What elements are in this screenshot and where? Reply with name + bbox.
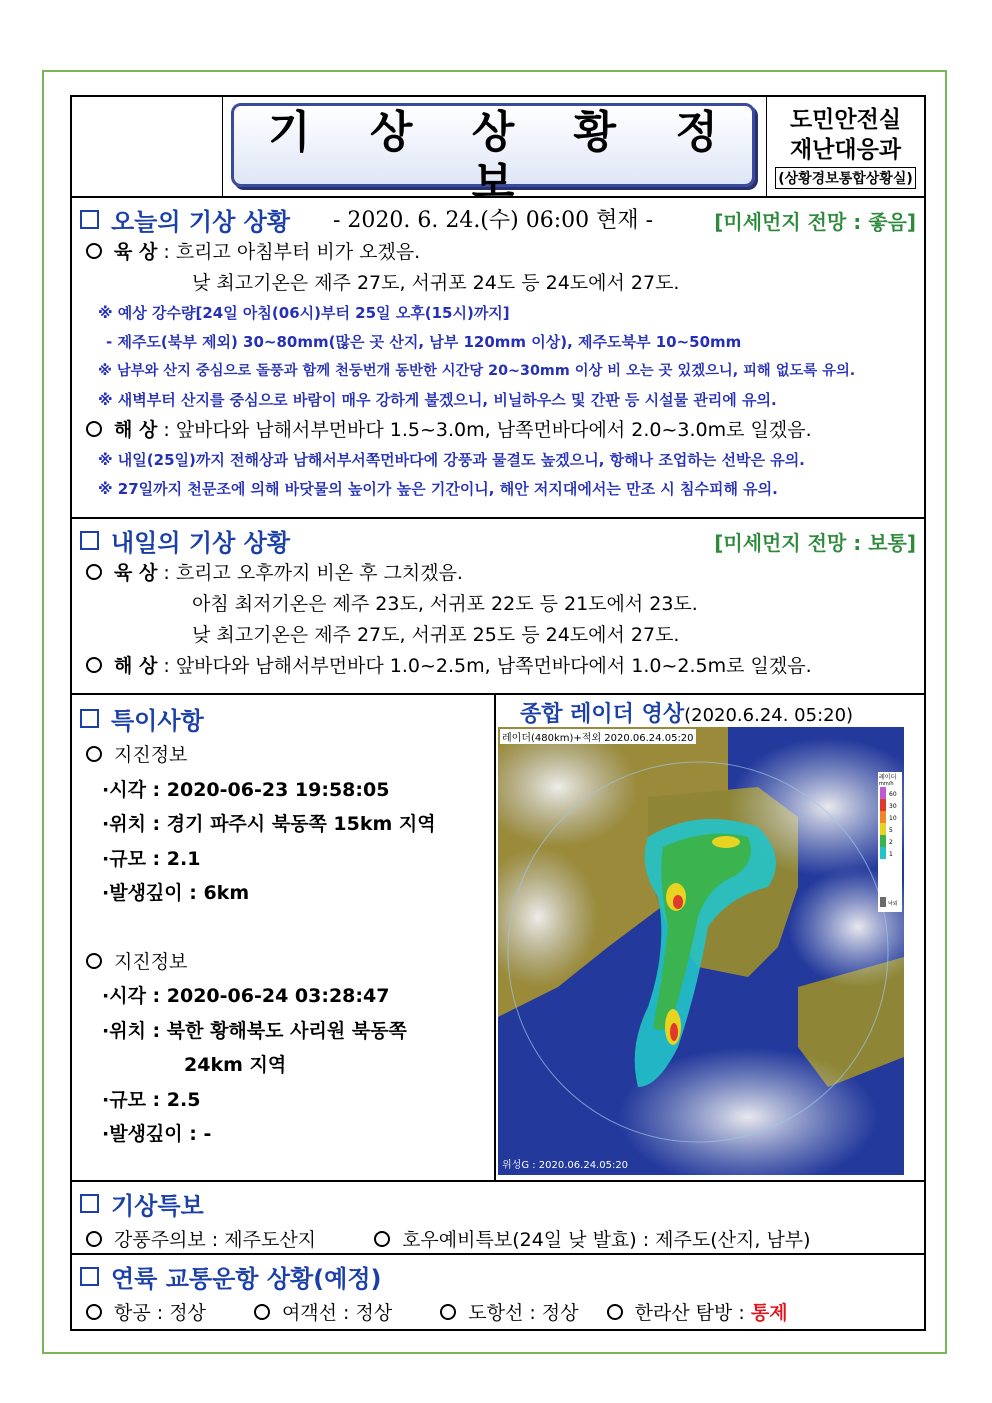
special-heading-text: 특이사항 — [111, 707, 204, 735]
header-title-cell — [223, 97, 766, 233]
radar-caption: 레이더(480km)+적외 2020.06.24.05:20 — [500, 729, 696, 744]
circle-bullet-icon — [86, 564, 102, 580]
traffic-heading — [72, 1259, 924, 1294]
eq1-location: ·위치 : 경기 파주시 북동쪽 15km 지역 — [102, 813, 436, 835]
tomorrow-sea-line — [72, 651, 924, 682]
eq2-title-text: 지진정보 — [114, 950, 188, 973]
sea-label: 해 상 — [114, 655, 158, 677]
today-note-sea: ※ 내일(25일)까지 전해상과 남해서부서쪽먼바다에 강풍과 물결도 높겠으니, 항해나 조업하는 선박은 유의. — [98, 451, 805, 469]
circle-bullet-icon — [86, 1304, 102, 1320]
radar-panel — [496, 695, 924, 1180]
tomorrow-sea-text: : 앞바다와 남해서부먼바다 1.0~2.5m, 남쪽먼바다에서 1.0~2.5m로 일겠음. — [163, 655, 812, 677]
division-name: 재난대응과 — [789, 136, 902, 163]
radar-title-text: 종합 레이더 영상 — [520, 702, 685, 727]
circle-bullet-icon — [607, 1304, 623, 1320]
tomorrow-land-line — [72, 558, 924, 589]
spacer — [72, 911, 494, 945]
today-land-text: : 흐리고 아침부터 비가 오겠음. — [163, 241, 421, 263]
warnings-line — [72, 1225, 924, 1256]
today-note-thunder: ※ 남부와 산지 중심으로 돌풍과 함께 천둥번개 동반한 시간당 20~30mm 이상 비 오는 곳 있겠으니, 피해 없도록 유의. — [98, 363, 856, 379]
today-temp-line: 낮 최고기온은 제주 27도, 서귀포 24도 등 24도에서 27도. — [192, 272, 680, 294]
checkbox-square-icon — [80, 210, 99, 229]
circle-bullet-icon — [86, 243, 102, 259]
tomorrow-section — [72, 519, 924, 695]
today-note-wind: ※ 새벽부터 산지를 중심으로 바람이 매우 강하게 불겠으니, 비닐하우스 및 간판 등 시설물 관리에 유의. — [98, 391, 777, 409]
today-dust-forecast: [미세먼지 전망 : 좋음] — [714, 210, 916, 234]
land-label: 육 상 — [114, 562, 158, 584]
eq1-magnitude: ·규모 : 2.1 — [102, 847, 201, 870]
legend-value: 30 — [889, 803, 897, 810]
today-section — [72, 198, 924, 519]
checkbox-square-icon — [80, 531, 99, 550]
warnings-section — [72, 1182, 924, 1255]
department-cell — [766, 97, 924, 196]
tomorrow-max-temp: 낮 최고기온은 제주 27도, 서귀포 25도 등 24도에서 27도. — [192, 624, 680, 646]
legend-value: 5 — [889, 827, 893, 834]
title-box — [231, 103, 755, 233]
today-sea-line — [72, 415, 924, 446]
land-label: 육 상 — [114, 241, 158, 263]
tomorrow-heading-text: 내일의 기상 상황 — [111, 529, 290, 557]
today-note-tide: ※ 27일까지 천문조에 의해 바닷물의 높이가 높은 기간이니, 해안 저지대에서는 만조 시 침수피해 유의. — [98, 480, 778, 498]
legend-value: 2 — [889, 839, 893, 846]
today-note-amount: - 제주도(북부 제외) 30~80mm(많은 곳 산지, 남부 120mm 이상), 제주도북부 10~50mm — [106, 333, 742, 351]
department-name: 도민안전실 — [789, 106, 902, 133]
sea-label: 해 상 — [114, 419, 158, 441]
eq1-time: ·시각 : 2020-06-23 19:58:05 — [102, 778, 390, 801]
circle-bullet-icon — [86, 421, 102, 437]
legend-title: 레이더 — [879, 774, 897, 781]
eq1-depth: ·발생깊이 : 6km — [102, 882, 250, 904]
eq2-location-cont: 24km 지역 — [184, 1054, 287, 1076]
hallasan-status: 통제 — [750, 1302, 788, 1324]
legend-value: 60 — [889, 791, 897, 798]
radar-image — [498, 727, 904, 1175]
office-name: (상황경보통합상황실) — [775, 167, 916, 189]
traffic-line — [72, 1298, 924, 1329]
eq2-depth: ·발생깊이 : - — [102, 1123, 212, 1145]
circle-bullet-icon — [374, 1231, 390, 1247]
eq2-magnitude: ·규모 : 2.5 — [102, 1088, 201, 1111]
rain-preliminary-warning: 호우예비특보(24일 낮 발효) : 제주도(산지, 남부) — [402, 1229, 811, 1251]
legend-value: 1 — [889, 851, 893, 858]
today-land-line — [72, 237, 924, 268]
tomorrow-min-temp: 아침 최저기온은 제주 23도, 서귀포 22도 등 21도에서 23도. — [192, 593, 698, 615]
wind-advisory: 강풍주의보 : 제주도산지 — [114, 1229, 317, 1251]
traffic-heading-text: 연륙 교통운항 상황(예정) — [111, 1265, 382, 1293]
radar-timestamp: (2020.6.24. 05:20) — [684, 705, 854, 726]
checkbox-square-icon — [80, 709, 99, 728]
report-date: - 2020. 6. 24.(수) 06:00 현재 - — [332, 208, 654, 233]
circle-bullet-icon — [86, 657, 102, 673]
today-sea-text: : 앞바다와 남해서부먼바다 1.5~3.0m, 남쪽먼바다에서 2.0~3.0m로 일겠음. — [163, 419, 812, 441]
warnings-heading — [72, 1186, 924, 1221]
special-section — [72, 695, 924, 1182]
air-status: 항공 : 정상 — [114, 1302, 206, 1324]
eq2-location: ·위치 : 북한 황해북도 사리원 북동쪽 — [102, 1019, 407, 1042]
checkbox-square-icon — [80, 1194, 99, 1213]
today-heading-text: 오늘의 기상 상황 — [111, 208, 290, 236]
checkbox-square-icon — [80, 1267, 99, 1286]
legend-value: 10 — [889, 815, 897, 822]
eq1-title-text: 지진정보 — [114, 744, 188, 766]
eq2-time: ·시각 : 2020-06-24 03:28:47 — [102, 985, 390, 1007]
tomorrow-land-text: : 흐리고 오후까지 비온 후 그치겠음. — [163, 562, 463, 584]
radar-title — [520, 697, 853, 728]
eq1-title — [72, 738, 494, 773]
ferry-status: 여객선 : 정상 — [281, 1302, 393, 1324]
today-note-rain: ※ 예상 강수량[24일 아침(06시)부터 25일 오후(15시)까지] — [98, 304, 510, 322]
page-title: 기 상 상 황 정 보 — [268, 107, 740, 208]
circle-bullet-icon — [440, 1304, 456, 1320]
tomorrow-dust-forecast: [미세먼지 전망 : 보통] — [714, 531, 916, 555]
eq2-title — [72, 945, 494, 980]
special-heading — [72, 701, 494, 736]
radar-map-graphic — [498, 727, 904, 1175]
warnings-heading-text: 기상특보 — [111, 1192, 204, 1220]
circle-bullet-icon — [86, 746, 102, 762]
circle-bullet-icon — [86, 953, 102, 969]
earthquake-panel — [72, 695, 496, 1180]
island-ferry-status: 도항선 : 정상 — [468, 1302, 579, 1324]
legend-lightning: 낙뢰 — [888, 901, 898, 907]
legend-unit: mm/h — [879, 781, 894, 787]
traffic-section — [72, 1255, 924, 1329]
circle-bullet-icon — [86, 1231, 102, 1247]
circle-bullet-icon — [254, 1304, 270, 1320]
satellite-caption: 위성G : 2020.06.24.05:20 — [502, 1160, 629, 1171]
bulletin-sheet — [70, 95, 926, 1331]
header-blank-cell — [72, 97, 223, 196]
hallasan-label: 한라산 탐방 : — [634, 1302, 751, 1324]
